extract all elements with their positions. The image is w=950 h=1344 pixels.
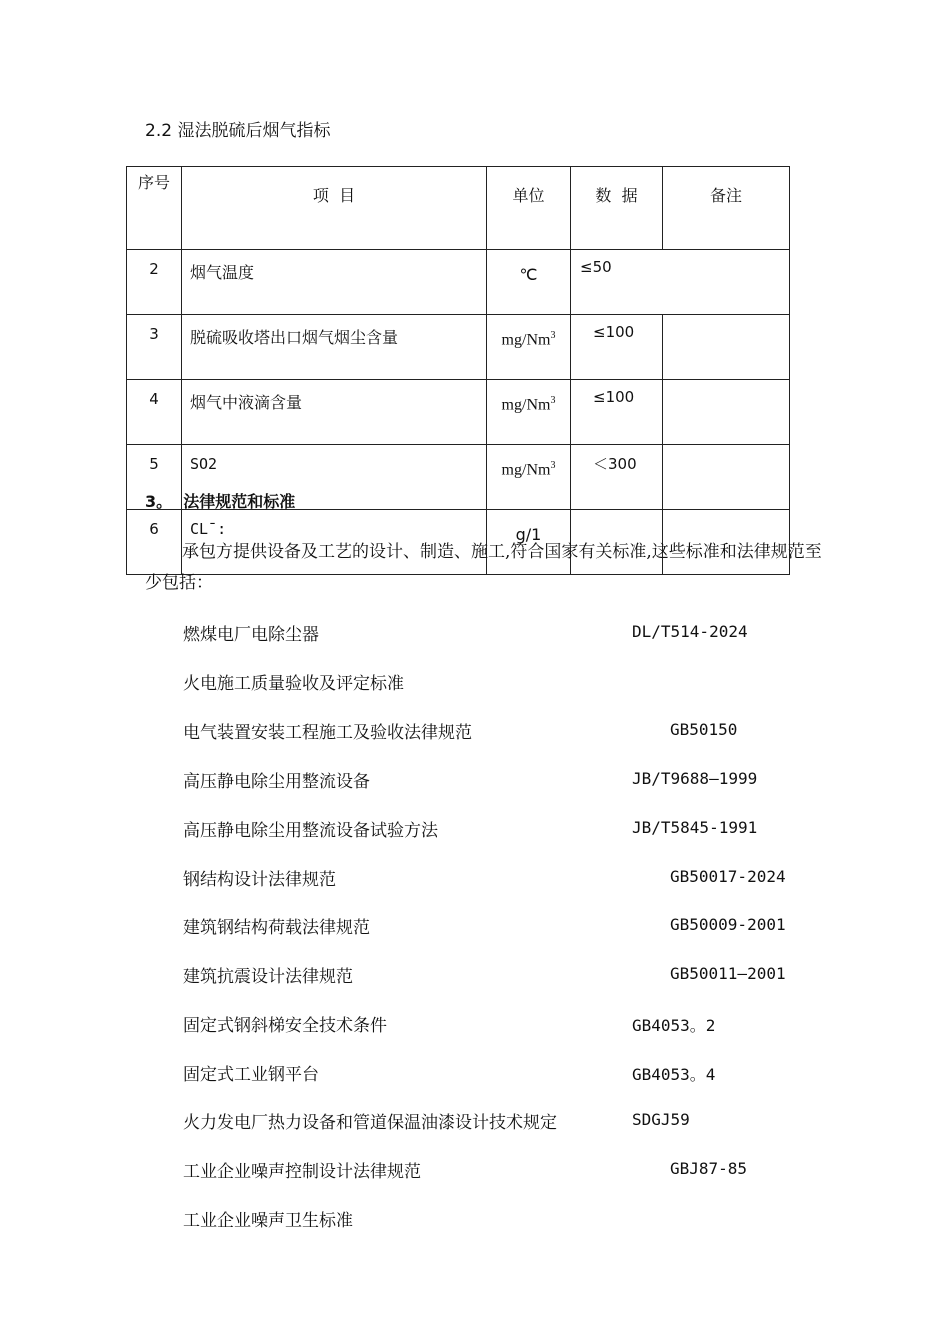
standard-code: JB/T9688—1999 bbox=[632, 769, 758, 788]
standard-code: GBJ87-85 bbox=[670, 1159, 748, 1178]
row-note bbox=[663, 445, 790, 510]
row-seq: 5 bbox=[127, 445, 182, 510]
header-item: 项 目 bbox=[182, 167, 487, 250]
standard-code: GB50011—2001 bbox=[670, 964, 786, 983]
row-data: ≤100 bbox=[571, 315, 663, 380]
flue-gas-spec-table bbox=[126, 166, 790, 575]
standard-code: SDGJ59 bbox=[632, 1110, 690, 1129]
row-item: 烟气中液滴含量 bbox=[182, 380, 487, 445]
standard-code: GB50150 bbox=[670, 720, 738, 739]
section-3-paragraph: 承包方提供设备及工艺的设计、制造、施工,符合国家有关标准,这些标准和法律规范至少包括： bbox=[145, 542, 822, 593]
row-seq: 6 bbox=[127, 510, 182, 575]
header-note: 备注 bbox=[663, 167, 790, 250]
standard-name: 火电施工质量验收及评定标准 bbox=[183, 674, 404, 694]
row-unit: mg/Nm$^3$ bbox=[487, 315, 571, 380]
row-unit: ℃ bbox=[487, 250, 571, 315]
header-unit: 单位 bbox=[487, 167, 571, 250]
header-seq: 序号 bbox=[127, 167, 182, 250]
standard-name: 工业企业噪声卫生标准 bbox=[183, 1211, 353, 1231]
section-heading: 2.2 湿法脱硫后烟气指标 bbox=[145, 121, 331, 141]
row-data: ≤100 bbox=[571, 380, 663, 445]
standard-name: 钢结构设计法律规范 bbox=[183, 870, 336, 890]
row-item: 脱硫吸收塔出口烟气烟尘含量 bbox=[182, 315, 487, 380]
standard-code: GB50017-2024 bbox=[670, 867, 786, 886]
header-data: 数 据 bbox=[571, 167, 663, 250]
row-item: 烟气温度 bbox=[182, 250, 487, 315]
standard-code: JB/T5845-1991 bbox=[632, 818, 758, 837]
standard-name: 火力发电厂热力设备和管道保温油漆设计技术规定 bbox=[183, 1113, 557, 1133]
row-unit: g/1 bbox=[487, 510, 571, 575]
standard-code: GB4053。4 bbox=[632, 1065, 716, 1084]
standard-code: DL/T514-2024 bbox=[632, 622, 748, 641]
standard-code: GB50009-2001 bbox=[670, 915, 786, 934]
section-3-title: 3。 法律规范和标准 bbox=[145, 492, 296, 511]
standard-code: GB4053。2 bbox=[632, 1016, 716, 1035]
table-row bbox=[127, 315, 790, 380]
row-seq: 4 bbox=[127, 380, 182, 445]
row-note bbox=[663, 315, 790, 380]
standard-name: 高压静电除尘用整流设备试验方法 bbox=[183, 821, 438, 841]
standard-name: 燃煤电厂电除尘器 bbox=[183, 625, 319, 645]
row-data: ≤50 bbox=[571, 250, 790, 315]
row-item: SO2 bbox=[182, 445, 487, 510]
table-row bbox=[127, 250, 790, 315]
standard-name: 电气装置安装工程施工及验收法律规范 bbox=[183, 723, 472, 743]
row-data: ＜300 bbox=[571, 445, 663, 510]
row-unit: mg/Nm$^3$ bbox=[487, 380, 571, 445]
row-unit: mg/Nm$^3$ bbox=[487, 445, 571, 510]
standard-name: 固定式钢斜梯安全技术条件 bbox=[183, 1016, 387, 1036]
row-seq: 2 bbox=[127, 250, 182, 315]
standard-name: 建筑抗震设计法律规范 bbox=[183, 967, 353, 987]
row-note bbox=[663, 380, 790, 445]
standard-name: 建筑钢结构荷载法律规范 bbox=[183, 918, 370, 938]
standard-name: 高压静电除尘用整流设备 bbox=[183, 772, 370, 792]
row-seq: 3 bbox=[127, 315, 182, 380]
standard-name: 工业企业噪声控制设计法律规范 bbox=[183, 1162, 421, 1182]
table-header-row bbox=[127, 167, 790, 250]
table-row bbox=[127, 380, 790, 445]
standard-name: 固定式工业钢平台 bbox=[183, 1065, 319, 1085]
row-item: CL¯: bbox=[182, 510, 487, 575]
